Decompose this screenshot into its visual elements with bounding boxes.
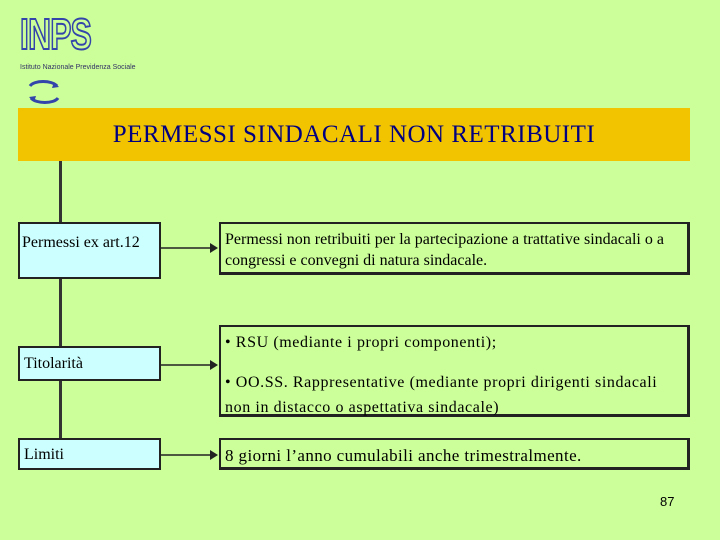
titolarita-item-rsu: • RSU (mediante i propri componenti); [225,334,497,351]
description-box-limiti [219,438,690,470]
description-box-titolarita [219,325,690,417]
vertical-connector [59,161,62,454]
label-box-limiti [18,438,161,470]
inps-emblem-icon [24,78,64,106]
label-permessi: Permessi ex art.12 [22,234,140,251]
label-limiti: Limiti [24,446,64,463]
title-bar [18,108,690,161]
description-permessi: Permessi non retribuiti per la partecipazione a trattative sindacali o a congressi e convegni di natura sindacale. [225,231,664,269]
page-title: PERMESSI SINDACALI NON RETRIBUITI [112,120,596,148]
arrow-right-icon [161,242,219,254]
label-titolarita: Titolarità [24,355,83,372]
description-box-permessi [219,222,690,275]
logo-letters: INPS [20,10,92,59]
page-number: 87 [660,494,675,509]
description-limiti: 8 giorni l’anno cumulabili anche trimestralmente. [225,446,582,465]
label-box-titolarita [18,346,161,381]
label-box-permessi [18,222,161,279]
arrow-right-icon [161,359,219,371]
arrow-right-icon [161,449,219,461]
logo-subtitle: Istituto Nazionale Previdenza Sociale [20,64,136,71]
inps-logo [20,10,136,100]
titolarita-item-ooss: • OO.SS. Rappresentative (mediante propri dirigenti sindacali non in distacco o aspettativa sindacale) [225,374,658,416]
